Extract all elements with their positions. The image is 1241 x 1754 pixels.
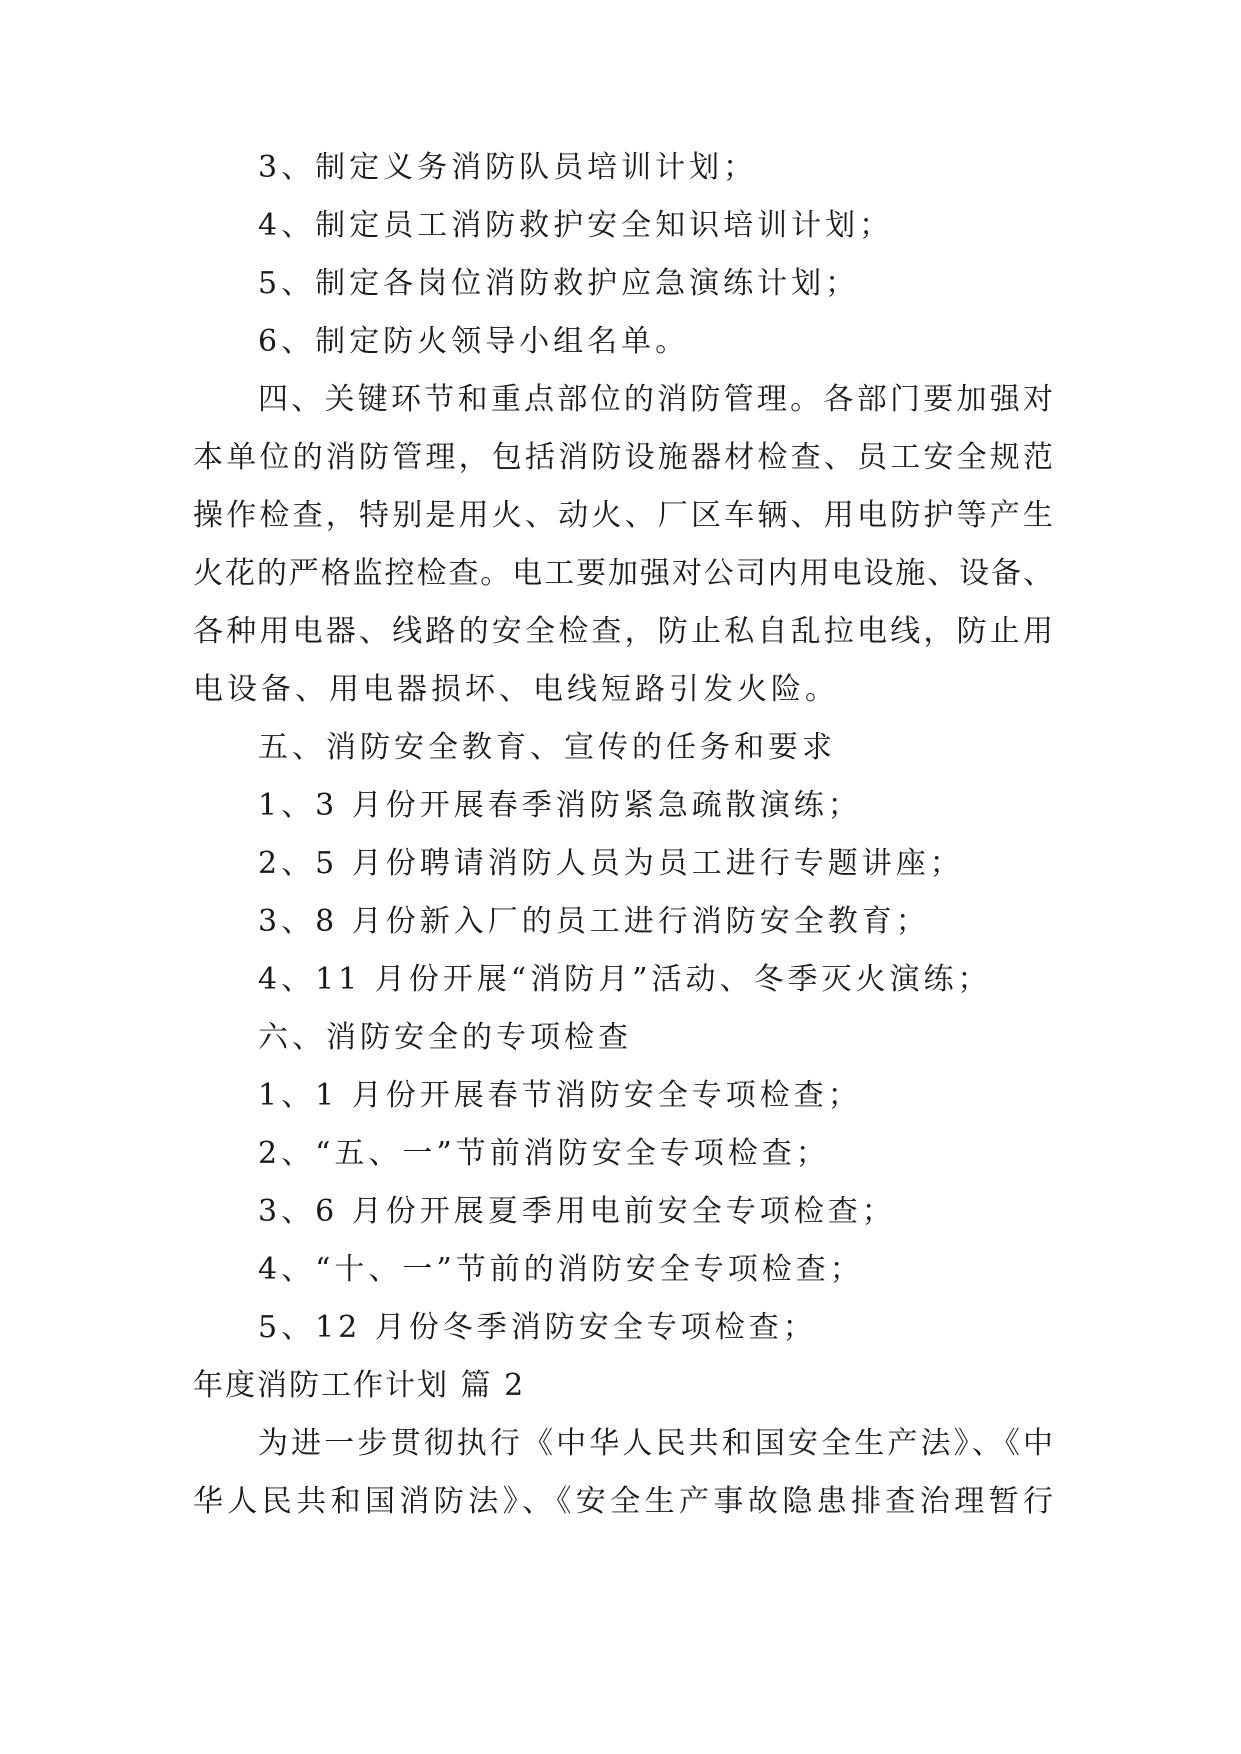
paragraph-line: 本单位的消防管理，包括消防设施器材检查、员工安全规范 [193, 440, 1053, 475]
section-heading: 四、关键环节和重点部位的消防管理。各部门要加强对 [258, 382, 1053, 417]
paragraph-line: 华人民共和国消防法》、《安全生产事故隐患排查治理暂行 [193, 1484, 1053, 1519]
article-title: 年度消防工作计划 篇 2 [193, 1368, 526, 1403]
paragraph-line: 各种用电器、线路的安全检查，防止私自乱拉电线，防止用 [193, 614, 1053, 649]
section-heading: 六、消防安全的专项检查 [258, 1020, 632, 1055]
paragraph-line: 电设备、用电器损坏、电线短路引发火险。 [193, 672, 839, 707]
list-item: 5、12 月份冬季消防安全专项检查； [258, 1310, 817, 1345]
section-heading: 五、消防安全教育、宣传的任务和要求 [258, 730, 836, 765]
list-item: 3、制定义务消防队员培训计划； [258, 150, 758, 185]
list-item: 3、8 月份新入厂的员工进行消防安全教育； [258, 904, 930, 939]
paragraph-line: 操作检查，特别是用火、动火、厂区车辆、用电防护等产生 [193, 498, 1053, 533]
list-item: 1、3 月份开展春季消防紧急疏散演练； [258, 788, 862, 823]
list-item: 4、制定员工消防救护安全知识培训计划； [258, 208, 894, 243]
list-item: 6、制定防火领导小组名单。 [258, 324, 690, 359]
list-item: 1、1 月份开展春节消防安全专项检查； [258, 1078, 862, 1113]
list-item: 3、6 月份开展夏季用电前安全专项检查； [258, 1194, 896, 1229]
list-item: 4、“十、一”节前的消防安全专项检查； [258, 1252, 864, 1287]
list-item: 5、制定各岗位消防救护应急演练计划； [258, 266, 860, 301]
paragraph-line: 火花的严格监控检查。电工要加强对公司内用电设施、设备、 [193, 556, 1053, 591]
list-item: 4、11 月份开展“消防月”活动、冬季灭火演练； [258, 962, 992, 997]
list-item: 2、5 月份聘请消防人员为员工进行专题讲座； [258, 846, 964, 881]
list-item: 2、“五、一”节前消防安全专项检查； [258, 1136, 830, 1171]
paragraph-line: 为进一步贯彻执行《中华人民共和国安全生产法》、《中 [258, 1426, 1053, 1461]
